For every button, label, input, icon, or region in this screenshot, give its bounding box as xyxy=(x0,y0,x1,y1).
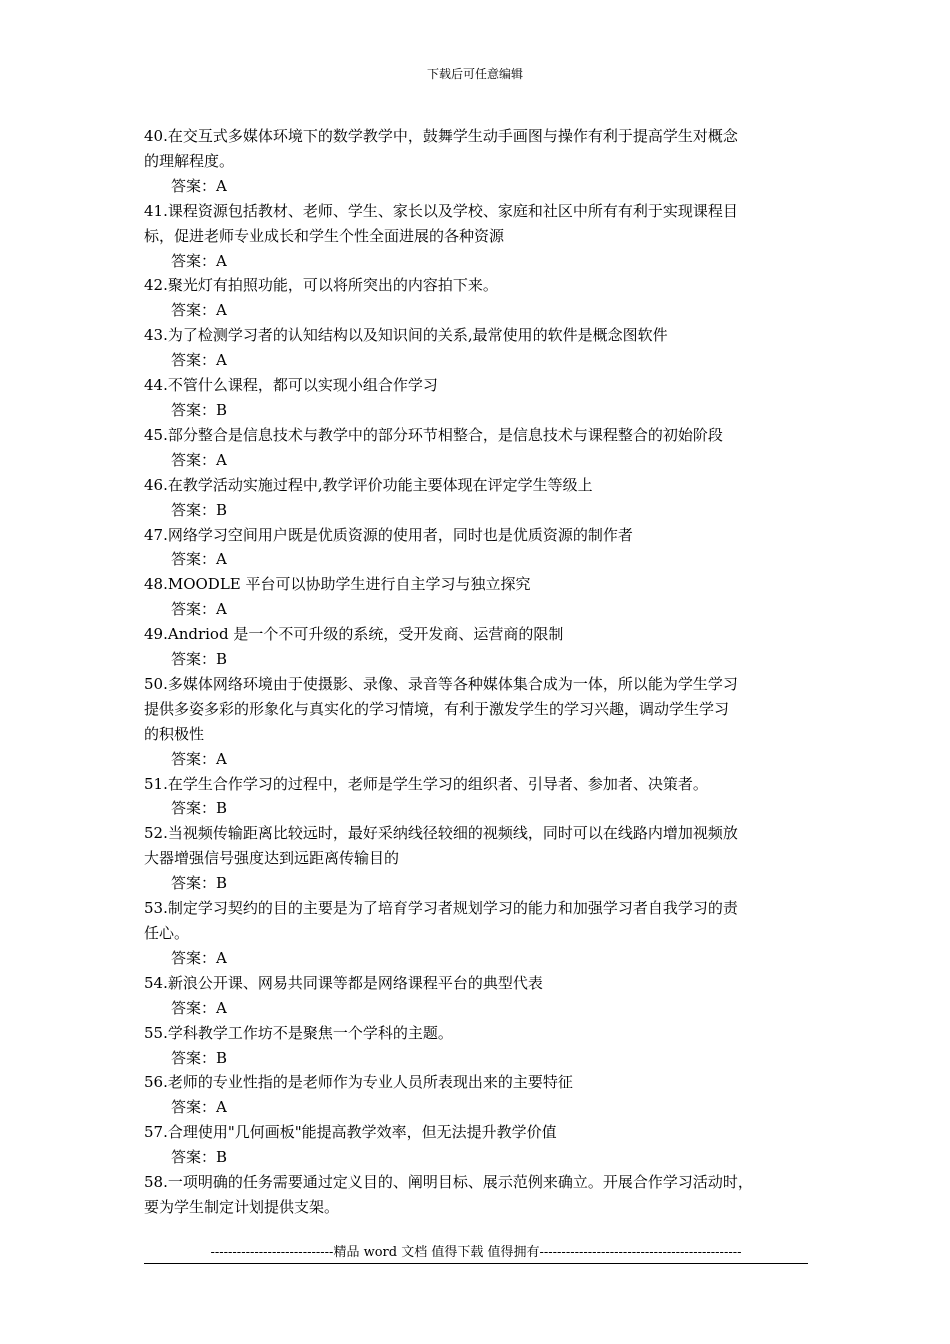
question-text-line: 54.新浪公开课、网易共同课等都是网络课程平台的典型代表 xyxy=(144,973,543,992)
question-text-line: 任心。 xyxy=(144,924,190,942)
question-text-line: 44.不管什么课程，都可以实现小组合作学习 xyxy=(144,376,438,395)
question-text-line: 56.老师的专业性指的是老师作为专业人员所表现出来的主要特征 xyxy=(144,1073,573,1092)
answer-text: 答案：A xyxy=(171,301,227,320)
question-item xyxy=(144,821,808,896)
question-text-line: 大器增强信号强度达到远距离传输目的 xyxy=(144,849,400,868)
question-text-line: 标，促进老师专业成长和学生个性全面进展的各种资源 xyxy=(144,226,505,245)
answer-text: 答案：A xyxy=(171,998,227,1017)
question-text-line: 51.在学生合作学习的过程中，老师是学生学习的组织者、引导者、参加者、决策者。 xyxy=(144,774,708,793)
answer-text: 答案：A xyxy=(171,251,227,270)
answer-text: 答案：B xyxy=(171,799,228,818)
answer-text: 答案：A xyxy=(171,450,227,469)
answer-text: 答案：A xyxy=(171,1098,227,1117)
answer-text: 答案：B xyxy=(171,1048,228,1067)
question-text-line: 45.部分整合是信息技术与教学中的部分环节相整合，是信息技术与课程整合的初始阶段 xyxy=(144,425,723,444)
question-item xyxy=(144,523,808,573)
question-item xyxy=(144,323,808,373)
question-item xyxy=(144,1070,808,1120)
question-item xyxy=(144,971,808,1021)
question-item xyxy=(144,896,808,971)
question-item xyxy=(144,199,808,274)
answer-text: 答案：A xyxy=(171,749,227,768)
question-item xyxy=(144,373,808,423)
question-item xyxy=(144,772,808,822)
answer-text: 答案：B xyxy=(171,1148,228,1167)
answer-text: 答案：B xyxy=(171,400,228,419)
question-item xyxy=(144,1021,808,1071)
question-text-line: 52.当视频传输距离比较远时，最好采纳线径较细的视频线，同时可以在线路内增加视频放 xyxy=(144,824,738,843)
question-text-line: 的理解程度。 xyxy=(144,151,235,170)
answer-text: 答案：A xyxy=(171,600,227,619)
question-item xyxy=(144,672,808,772)
question-text-line: 要为学生制定计划提供支架。 xyxy=(144,1197,340,1216)
question-text-line: 42.聚光灯有拍照功能，可以将所突出的内容拍下来。 xyxy=(144,276,498,295)
question-item xyxy=(144,423,808,473)
answer-text: 答案：A xyxy=(171,948,227,967)
question-text-line: 48.MOODLE 平台可以协助学生进行自主学习与独立探究 xyxy=(144,575,531,594)
answer-text: 答案：B xyxy=(171,874,228,893)
question-item xyxy=(144,473,808,523)
question-text-line: 40.在交互式多媒体环境下的数学教学中，鼓舞学生动手画图与操作有利于提高学生对概念 xyxy=(144,127,738,145)
answer-text: 答案：B xyxy=(171,650,228,669)
question-text-line: 46.在教学活动实施过程中,教学评价功能主要体现在评定学生等级上 xyxy=(144,475,593,494)
answer-text: 答案：A xyxy=(171,550,227,569)
question-text-line: 49.Andriod 是一个不可升级的系统，受开发商、运营商的限制 xyxy=(144,625,564,644)
question-text-line: 53.制定学习契约的目的主要是为了培育学习者规划学习的能力和加强学习者自我学习的责 xyxy=(144,899,738,918)
question-item xyxy=(144,273,808,323)
question-item xyxy=(144,1170,808,1220)
question-text-line: 的积极性 xyxy=(144,724,205,743)
page-header: 下载后可任意编辑 xyxy=(426,67,523,81)
question-text-line: 41.课程资源包括教材、老师、学生、家长以及学校、家庭和社区中所有有利于实现课程目 xyxy=(144,201,738,220)
question-text-line: 50.多媒体网络环境由于使摄影、录像、录音等各种媒体集合成为一体，所以能为学生学习 xyxy=(144,674,738,693)
question-text-line: 47.网络学习空间用户既是优质资源的使用者，同时也是优质资源的制作者 xyxy=(144,525,633,544)
answer-text: 答案：A xyxy=(171,176,227,195)
footer-divider xyxy=(144,1263,808,1264)
page-footer: ----------------------------精品 word 文档 值得下载 值得拥有---------------------------------------------- xyxy=(210,1245,742,1260)
question-item xyxy=(144,622,808,672)
question-text-line: 57.合理使用"几何画板"能提高教学效率，但无法提升教学价值 xyxy=(144,1123,557,1142)
question-text-line: 55.学科教学工作坊不是聚焦一个学科的主题。 xyxy=(144,1023,453,1042)
question-item xyxy=(144,572,808,622)
question-item xyxy=(144,124,808,199)
question-text-line: 提供多姿多彩的形象化与真实化的学习情境，有利于激发学生的学习兴趣，调动学生学习 xyxy=(144,699,730,718)
answer-text: 答案：B xyxy=(171,500,228,519)
question-text-line: 58.一项明确的任务需要通过定义目的、阐明目标、展示范例来确立。开展合作学习活动时， xyxy=(144,1173,753,1192)
answer-text: 答案：A xyxy=(171,351,227,370)
question-text-line: 43.为了检测学习者的认知结构以及知识间的关系,最常使用的软件是概念图软件 xyxy=(144,326,668,345)
question-list xyxy=(144,124,808,1220)
question-item xyxy=(144,1120,808,1170)
